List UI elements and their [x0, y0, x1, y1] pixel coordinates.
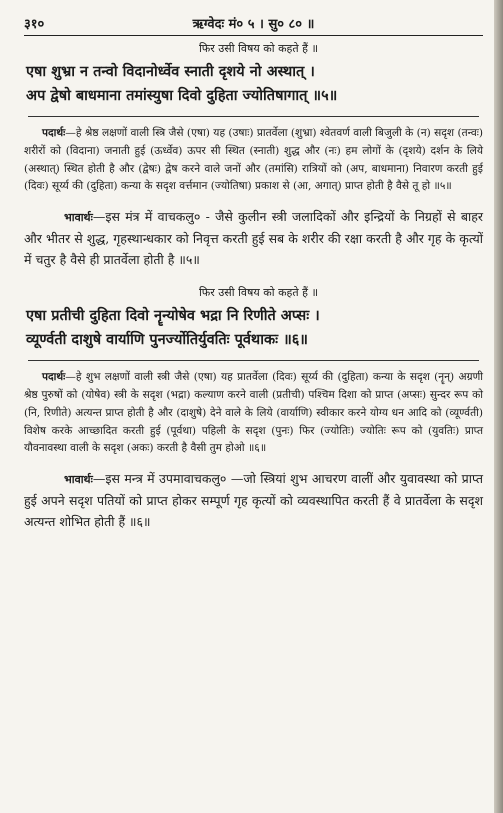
mantra-line: एषा प्रतीची दुहिता दिवो नॄन्योषेव भद्रा नि रिणीते अप्सः ।: [26, 307, 320, 325]
bhavartha-label: भावार्थः: [64, 473, 93, 487]
page-header: [24, 14, 483, 36]
padartha-label: पदार्थः: [42, 371, 66, 384]
page-number: ३१०: [24, 17, 45, 32]
bhavartha-text: —इस मंत्र में वाचकलु० - जैसे कुलीन स्त्री जलादिकों और इन्द्रियों के निग्रहों से बाहर और भीतर से शुद्ध, गृहस्थान्धकार को निवृत्त करती हुई सब के शरीर की रक्षा करती है और गृह के कृत्यों में चतुर है वैसे ही प्रातर्वेला होती है ॥५॥: [24, 209, 483, 268]
padartha-paragraph: [24, 125, 483, 196]
mantra-line: अप द्वेषो बाधमाना तमांस्युषा दिवो दुहिता ज्योतिषागात् ॥५॥: [26, 87, 338, 104]
section-intro: फिर उसी विषय को कहते हैं ॥: [198, 286, 319, 300]
section-intro: फिर उसी विषय को कहते हैं ॥: [198, 42, 319, 55]
section-mantra-6: [24, 285, 493, 532]
bhavartha-paragraph: [24, 206, 483, 270]
mantra-line: एषा शुभ्रा न तन्वो विदानोर्ध्वेव स्नाती दृशये नो अस्थात् ।: [26, 63, 315, 80]
padartha-label: पदार्थः: [42, 127, 66, 139]
bhavartha-paragraph: [24, 468, 483, 532]
padartha-text: —हे श्रेष्ठ लक्षणों वाली स्त्रि जैसे (एषा) यह (उषाः) प्रातर्वेला (शुभ्रा) श्वेतवर्ण वाली बिजुली के (न) सदृश (तन्वः) शरीरों को (विदाना) जनाती हुई (ऊर्ध्वेव) ऊपर सी स्थित (स्नाती) शुद्ध और (नः) हम लोगों के (दृशये) दर्शन के लिये (अस्थात्) स्थित होती है और (द्वेषः) द्वेष करने वाले जनों और (तमांसि) रात्रियों को (अप, बाधमाना) निवारण करती हुई (दिवः) सूर्य्य की (दुहिता) कन्या के सदृश वर्त्तमान (ज्योतिषा) प्रकाश से (आ, अगात्) प्राप्त होती है वैसे तू हो ॥५॥: [24, 127, 483, 193]
divider: [28, 360, 479, 361]
page-spine-shadow: [494, 0, 503, 813]
running-title: ऋग्वेदः मं० ५ । सु० ८० ॥: [192, 17, 315, 32]
padartha-paragraph: [24, 369, 483, 458]
bhavartha-label: भावार्थः: [64, 211, 93, 225]
section-mantra-5: [24, 41, 493, 270]
divider: [28, 116, 479, 117]
bhavartha-text: —इस मन्त्र में उपमावाचकलु० —जो स्त्रियां शुभ आचरण वालीं और युवावस्था को प्राप्त हुई अपने सदृश पतियों को प्राप्त होकर सम्पूर्ण गृह कृत्यों को व्यवस्थापित करती हैं वे प्रातर्वेला के सदृश अत्यन्त शोभित होती हैं ॥६॥: [24, 471, 483, 530]
padartha-text: —हे शुभ लक्षणों वाली स्त्री जैसे (एषा) यह प्रातर्वेला (दिवः) सूर्य्य की (दुहिता) कन्या के सदृश (नॄन्) अग्रणी श्रेष्ठ पुरुषों को (योषेव) स्त्री के सदृश (भद्रा) कल्याण करने वाली (प्रतीची) पश्चिम दिशा को प्राप्त (अप्सः) सुन्दर रूप को (नि, रिणीते) अत्यन्त प्राप्त होती है और (दाशुषे) देने वाले के लिये (वार्याणि) स्वीकार करने योग्य धन आदि को (व्यूर्ण्वती) विशेष करके आच्छादित करती हुई (पूर्वथा) पहिली के सदृश (पुनः) फिर (ज्योतिः) ज्योतिः रूप को (युवतिः) प्राप्त यौवनावस्था वाली के सदृश (अकः) करती है वैसी तुम होओ ॥६॥: [24, 371, 483, 455]
mantra-line: व्यूर्ण्वती दाशुषे वार्याणि पुनर्ज्योतिर्युवतिः पूर्वथाकः ॥६॥: [26, 331, 308, 349]
